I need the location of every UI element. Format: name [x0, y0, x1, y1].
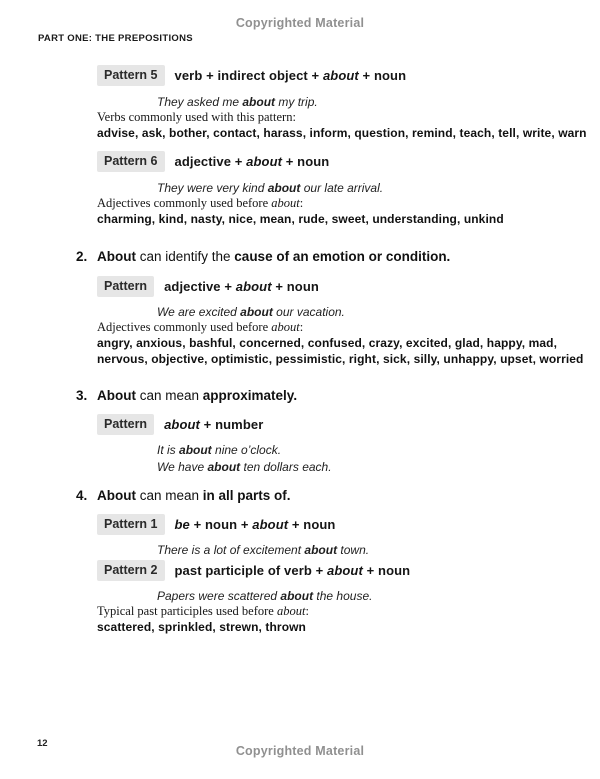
- text-run: approximately.: [202, 388, 298, 403]
- text-run: about: [242, 95, 276, 109]
- text-run: about: [164, 417, 200, 432]
- text-run: about: [252, 517, 289, 532]
- text-run: about: [271, 320, 300, 334]
- pattern6-example: [157, 181, 383, 195]
- pattern5-example: [157, 95, 318, 109]
- text-run: adjective +: [164, 279, 236, 294]
- pattern6-formula: [175, 154, 330, 169]
- section-4-pattern1-example: [157, 543, 369, 557]
- section-2-heading: [76, 249, 450, 264]
- text-run: We have: [157, 460, 208, 474]
- text-run: about: [304, 543, 338, 557]
- section-3-heading-text: [97, 388, 297, 403]
- copyright-notice-bottom: Copyrighted Material: [235, 744, 365, 758]
- text-run: There is a lot of excitement: [157, 543, 305, 557]
- text-run: my trip.: [275, 95, 318, 109]
- text-run: about: [179, 443, 212, 457]
- text-run: :: [299, 196, 304, 210]
- text-run: adjective +: [174, 154, 247, 169]
- section-4-pattern2-row: [97, 560, 410, 581]
- text-run: past participle of verb +: [174, 563, 328, 578]
- text-run: our late arrival.: [300, 181, 384, 195]
- running-header: PART ONE: THE PREPOSITIONS: [38, 33, 193, 44]
- pattern6-row: [97, 151, 329, 172]
- text-run: about: [207, 460, 241, 474]
- section-2-word-list-line2: nervous, objective, optimistic, pessimistic, right, sick, silly, unhappy, upset, worried: [97, 352, 584, 366]
- section-4-pattern2-label: Pattern 2: [97, 560, 165, 581]
- section-2-heading-text: [97, 249, 450, 264]
- pattern5-note: Verbs commonly used with this pattern:: [97, 110, 296, 124]
- section-4-number: 4.: [76, 488, 88, 503]
- text-run: About: [97, 488, 136, 503]
- section-4-pattern1-formula: [175, 517, 336, 532]
- copyright-notice-top: Copyrighted Material: [235, 16, 365, 30]
- text-run: They asked me: [157, 95, 243, 109]
- section-3-example-2: [157, 460, 332, 474]
- text-run: about: [276, 604, 306, 618]
- section-2-example: [157, 305, 345, 319]
- text-run: verb + indirect object +: [174, 68, 323, 83]
- section-3-example-1: [157, 443, 281, 457]
- section-2-pattern-label: Pattern: [97, 276, 154, 297]
- section-4-heading: [76, 488, 291, 503]
- section-3-heading: [76, 388, 297, 403]
- text-run: our vacation.: [272, 305, 345, 319]
- pattern5-word-list: advise, ask, bother, contact, harass, inform, question, remind, teach, tell, write, warn: [97, 126, 587, 140]
- pattern6-note: [97, 196, 303, 211]
- section-2-pattern-formula: [164, 279, 319, 294]
- text-run: cause of an emotion or condition.: [234, 249, 451, 264]
- text-run: They were very kind: [157, 181, 268, 195]
- section-4-note: [97, 604, 309, 619]
- text-run: It is: [157, 443, 180, 457]
- section-3-pattern-label: Pattern: [97, 414, 154, 435]
- text-run: about: [235, 279, 272, 294]
- section-4-pattern1-row: [97, 514, 335, 535]
- pattern6-label: Pattern 6: [97, 151, 165, 172]
- text-run: about: [271, 196, 300, 210]
- section-2-note: [97, 320, 303, 335]
- section-2-pattern-row: [97, 276, 319, 297]
- text-run: nine o’clock.: [211, 443, 282, 457]
- text-run: Adjectives commonly used before: [97, 196, 272, 210]
- section-4-pattern2-example: [157, 589, 372, 603]
- text-run: + noun: [288, 517, 336, 532]
- text-run: town.: [337, 543, 370, 557]
- text-run: about: [240, 305, 273, 319]
- section-2-number: 2.: [76, 249, 88, 264]
- section-3-pattern-formula: [164, 417, 263, 432]
- text-run: about: [327, 563, 363, 578]
- section-4-pattern1-label: Pattern 1: [97, 514, 165, 535]
- text-run: about: [246, 154, 283, 169]
- text-run: ten dollars each.: [240, 460, 332, 474]
- section-4-heading-text: [97, 488, 291, 503]
- text-run: + noun: [282, 154, 330, 169]
- text-run: + noun: [271, 279, 319, 294]
- text-run: About: [97, 249, 136, 264]
- section-3-pattern-row: [97, 414, 263, 435]
- pattern5-row: [97, 65, 406, 86]
- text-run: + noun: [362, 563, 411, 578]
- text-run: + noun: [358, 68, 407, 83]
- pattern5-label: Pattern 5: [97, 65, 165, 86]
- text-run: Typical past participles used before: [97, 604, 277, 618]
- pattern5-formula: [175, 68, 407, 83]
- text-run: :: [305, 604, 309, 618]
- text-run: in all parts of.: [202, 488, 291, 503]
- pattern6-word-list: charming, kind, nasty, nice, mean, rude, sweet, understanding, unkind: [97, 212, 504, 226]
- text-run: can mean: [135, 388, 203, 403]
- text-run: + noun +: [189, 517, 253, 532]
- text-run: can identify the: [135, 249, 235, 264]
- text-run: Papers were scattered: [157, 589, 281, 603]
- text-run: can mean: [135, 488, 203, 503]
- text-run: + number: [199, 417, 264, 432]
- text-run: the house.: [313, 589, 373, 603]
- text-run: :: [299, 320, 304, 334]
- section-2-word-list-line1: angry, anxious, bashful, concerned, confused, crazy, excited, glad, happy, mad,: [97, 336, 558, 350]
- section-4-pattern2-formula: [175, 563, 411, 578]
- text-run: We are excited: [157, 305, 241, 319]
- text-run: about: [322, 68, 359, 83]
- text-run: about: [267, 181, 301, 195]
- section-4-word-list: scattered, sprinkled, strewn, thrown: [97, 620, 306, 634]
- text-run: About: [97, 388, 136, 403]
- page-number: 12: [37, 738, 48, 749]
- text-run: be: [174, 517, 190, 532]
- section-3-number: 3.: [76, 388, 88, 403]
- text-run: about: [280, 589, 314, 603]
- text-run: Adjectives commonly used before: [97, 320, 272, 334]
